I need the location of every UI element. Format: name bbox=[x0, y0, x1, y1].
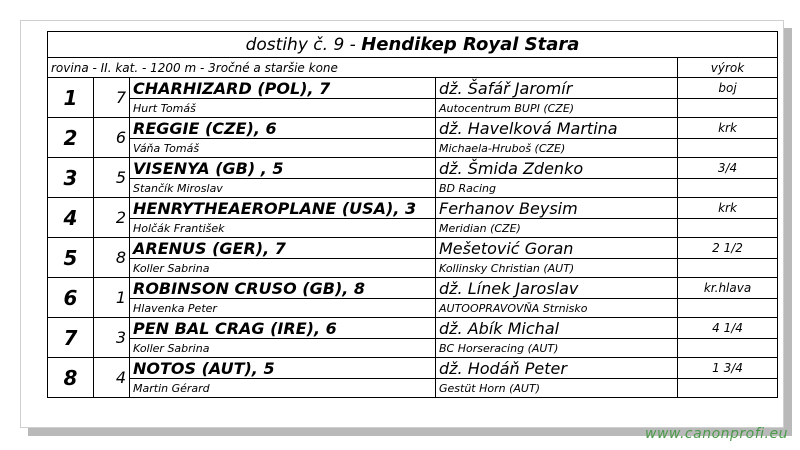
start-number: 7 bbox=[94, 78, 130, 118]
result-subrow bbox=[48, 99, 778, 118]
place: 6 bbox=[48, 278, 94, 318]
place: 5 bbox=[48, 238, 94, 278]
place: 3 bbox=[48, 158, 94, 198]
race-conditions: rovina - II. kat. - 1200 m - 3ročné a staršie kone bbox=[48, 58, 678, 78]
vyrok-header: výrok bbox=[678, 58, 778, 78]
result-subrow bbox=[48, 259, 778, 278]
trainer-name: Váňa Tomáš bbox=[130, 139, 436, 158]
owner-name: BC Horseracing (AUT) bbox=[436, 339, 678, 358]
result-row bbox=[48, 158, 778, 179]
race-name: Hendikep Royal Stara bbox=[361, 34, 580, 55]
owner-name: Kollinsky Christian (AUT) bbox=[436, 259, 678, 278]
race-number: dostihy č. 9 - bbox=[245, 35, 362, 55]
margin: 4 1/4 bbox=[678, 318, 778, 339]
start-number: 3 bbox=[94, 318, 130, 358]
horse-name: HENRYTHEAEROPLANE (USA), 3 bbox=[130, 198, 436, 219]
trainer-name: Koller Sabrina bbox=[130, 339, 436, 358]
trainer-name: Holčák František bbox=[130, 219, 436, 238]
margin-spacer bbox=[678, 139, 778, 158]
horse-name: ARENUS (GER), 7 bbox=[130, 238, 436, 259]
start-number: 4 bbox=[94, 358, 130, 398]
margin: boj bbox=[678, 78, 778, 99]
margin: 1 3/4 bbox=[678, 358, 778, 379]
place: 4 bbox=[48, 198, 94, 238]
margin-spacer bbox=[678, 179, 778, 198]
margin-spacer bbox=[678, 259, 778, 278]
start-number: 8 bbox=[94, 238, 130, 278]
jockey-name: dž. Šafář Jaromír bbox=[436, 78, 678, 99]
owner-name: Michaela-Hruboš (CZE) bbox=[436, 139, 678, 158]
result-subrow bbox=[48, 379, 778, 398]
margin-spacer bbox=[678, 299, 778, 318]
owner-name: Gestüt Horn (AUT) bbox=[436, 379, 678, 398]
jockey-name: Ferhanov Beysim bbox=[436, 198, 678, 219]
margin-spacer bbox=[678, 99, 778, 118]
start-number: 2 bbox=[94, 198, 130, 238]
title-row bbox=[48, 32, 778, 58]
result-row bbox=[48, 318, 778, 339]
jockey-name: dž. Abík Michal bbox=[436, 318, 678, 339]
margin: krk bbox=[678, 198, 778, 219]
result-row bbox=[48, 198, 778, 219]
horse-name: VISENYA (GB) , 5 bbox=[130, 158, 436, 179]
result-subrow bbox=[48, 139, 778, 158]
conditions-row bbox=[48, 58, 778, 78]
margin: krk bbox=[678, 118, 778, 139]
start-number: 6 bbox=[94, 118, 130, 158]
horse-name: CHARHIZARD (POL), 7 bbox=[130, 78, 436, 99]
owner-name: Autocentrum BUPI (CZE) bbox=[436, 99, 678, 118]
owner-name: Meridian (CZE) bbox=[436, 219, 678, 238]
trainer-name: Hlavenka Peter bbox=[130, 299, 436, 318]
result-row bbox=[48, 78, 778, 99]
margin-spacer bbox=[678, 379, 778, 398]
trainer-name: Martin Gérard bbox=[130, 379, 436, 398]
watermark: www.canonprofi.eu bbox=[645, 426, 788, 442]
place: 2 bbox=[48, 118, 94, 158]
jockey-name: dž. Šmida Zdenko bbox=[436, 158, 678, 179]
race-title bbox=[48, 32, 778, 58]
jockey-name: dž. Línek Jaroslav bbox=[436, 278, 678, 299]
horse-name: NOTOS (AUT), 5 bbox=[130, 358, 436, 379]
trainer-name: Koller Sabrina bbox=[130, 259, 436, 278]
jockey-name: dž. Havelková Martina bbox=[436, 118, 678, 139]
trainer-name: Hurt Tomáš bbox=[130, 99, 436, 118]
result-subrow bbox=[48, 339, 778, 358]
results-card bbox=[20, 20, 784, 428]
horse-name: REGGIE (CZE), 6 bbox=[130, 118, 436, 139]
margin: 2 1/2 bbox=[678, 238, 778, 259]
owner-name: BD Racing bbox=[436, 179, 678, 198]
result-subrow bbox=[48, 179, 778, 198]
result-row bbox=[48, 238, 778, 259]
horse-name: PEN BAL CRAG (IRE), 6 bbox=[130, 318, 436, 339]
margin: kr.hlava bbox=[678, 278, 778, 299]
result-subrow bbox=[48, 219, 778, 238]
start-number: 1 bbox=[94, 278, 130, 318]
place: 8 bbox=[48, 358, 94, 398]
horse-name: ROBINSON CRUSO (GB), 8 bbox=[130, 278, 436, 299]
margin-spacer bbox=[678, 339, 778, 358]
results-table bbox=[47, 31, 778, 398]
margin: 3/4 bbox=[678, 158, 778, 179]
jockey-name: dž. Hodáň Peter bbox=[436, 358, 678, 379]
start-number: 5 bbox=[94, 158, 130, 198]
owner-name: AUTOOPRAVOVŇA Strnisko bbox=[436, 299, 678, 318]
place: 7 bbox=[48, 318, 94, 358]
trainer-name: Stančík Miroslav bbox=[130, 179, 436, 198]
place: 1 bbox=[48, 78, 94, 118]
jockey-name: Mešetović Goran bbox=[436, 238, 678, 259]
result-row bbox=[48, 278, 778, 299]
result-row bbox=[48, 118, 778, 139]
margin-spacer bbox=[678, 219, 778, 238]
result-subrow bbox=[48, 299, 778, 318]
result-row bbox=[48, 358, 778, 379]
